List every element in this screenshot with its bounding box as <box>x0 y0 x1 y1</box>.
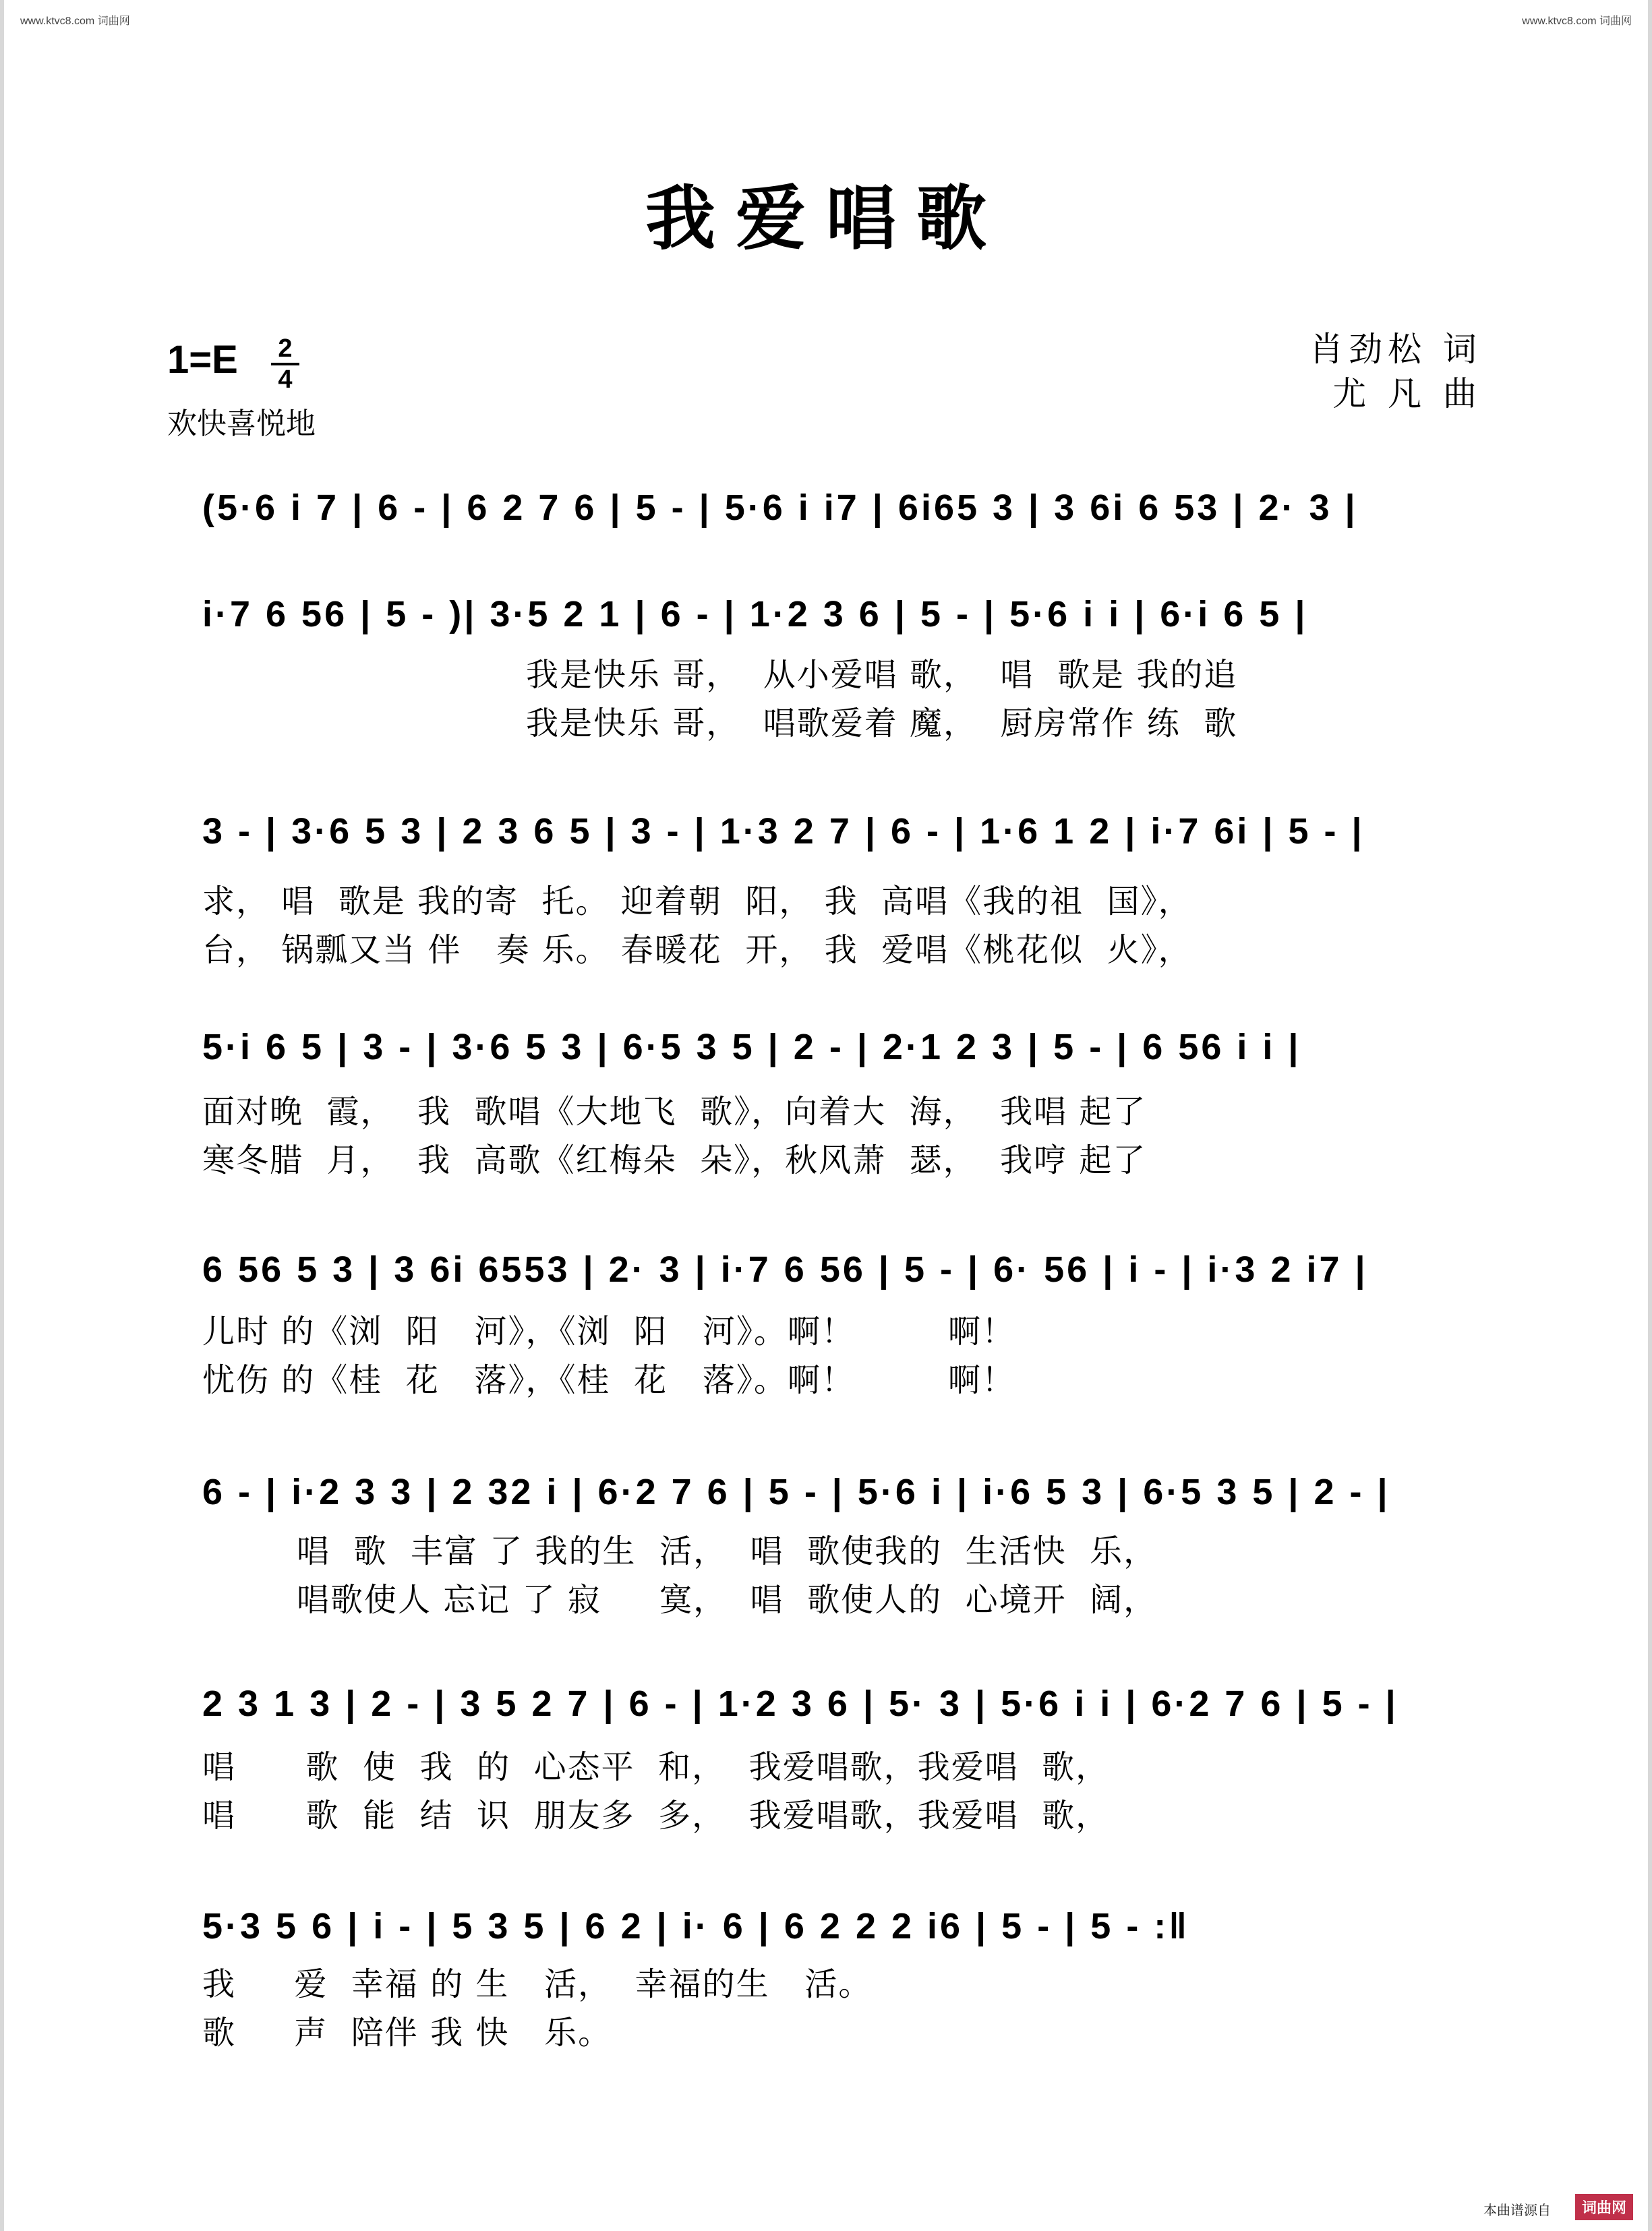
key-signature: 1=E <box>167 338 238 382</box>
lyric-row-5-verse-1: 儿时 的《浏 阳 河》，《浏 阳 河》。啊！ 啊！ <box>202 1313 1015 1350</box>
notation-row-1: (5·6 i 7 | 6 - | 6 2 7 6 | 5 - | 5·6 i i7 | 6i65 3 | 3 6i 6 53 | 2· 3 | <box>202 487 1358 528</box>
lyric-row-6-verse-1: 唱 歌 丰富 了 我的生 活， 唱 歌使我的 生活快 乐， <box>297 1533 1158 1570</box>
notation-row-3: 3 - | 3·6 5 3 | 2 3 6 5 | 3 - | 1·3 2 7 | 6 - | 1·6 1 2 | i·7 6i | 5 - | <box>202 811 1365 852</box>
header-tiny-left: www.ktvc8.com 词曲网 <box>20 16 130 27</box>
composer-credit: 尤 凡 曲 <box>1332 374 1482 413</box>
tempo-marking: 欢快喜悦地 <box>167 407 316 441</box>
footer-brand-logo[interactable]: 词曲网 <box>1575 2194 1633 2220</box>
lyric-row-4-verse-2: 寒冬腊 月， 我 高歌《红梅朵 朵》，秋风萧 瑟， 我哼 起了 <box>202 1141 1147 1179</box>
lyric-row-2-verse-2: 我是快乐 哥， 唱歌爱着 魔， 厨房常作 练 歌 <box>526 705 1238 742</box>
lyric-row-8-verse-2: 歌 声 陪伴 我 快 乐。 <box>202 2014 612 2052</box>
footer-source: 本曲谱源自 <box>1483 2202 1551 2218</box>
lyric-row-6-verse-2: 唱歌使人 忘记 了 寂 寞， 唱 歌使人的 心境开 阔， <box>297 1581 1158 1619</box>
right-border <box>1648 0 1652 2231</box>
lyricist-credit: 肖劲松 词 <box>1309 330 1482 369</box>
lyric-row-3-verse-1: 求， 唱 歌是 我的寄 托。 迎着朝 阳， 我 高唱《我的祖 国》， <box>202 883 1192 920</box>
lyric-row-5-verse-2: 忧伤 的《桂 花 落》，《桂 花 落》。啊！ 啊！ <box>202 1361 1015 1399</box>
lyric-row-7-verse-1: 唱 歌 使 我 的 心态平 和， 我爱唱歌，我爱唱 歌， <box>202 1748 1110 1786</box>
lyric-row-2-verse-1: 我是快乐 哥， 从小爱唱 歌， 唱 歌是 我的追 <box>526 656 1238 694</box>
notation-row-7: 2 3 1 3 | 2 - | 3 5 2 7 | 6 - | 1·2 3 6 | 5· 3 | 5·6 i i | 6·2 7 6 | 5 - | <box>202 1684 1398 1724</box>
notation-row-5: 6 56 5 3 | 3 6i 6553 | 2· 3 | i·7 6 56 | 5 - | 6· 56 | i - | i·3 2 i7 | <box>202 1249 1368 1290</box>
notation-row-8: 5·3 5 6 | i - | 5 3 5 | 6 2 | i· 6 | 6 2 2 2 i6 | 5 - | 5 - :‖ <box>202 1906 1190 1946</box>
time-sig-bottom: 4 <box>278 365 293 394</box>
notation-row-2: i·7 6 56 | 5 - )| 3·5 2 1 | 6 - | 1·2 3 6 | 5 - | 5·6 i i | 6·i 6 5 | <box>202 594 1308 634</box>
song-title: 我爱唱歌 <box>645 177 1007 260</box>
lyric-row-8-verse-1: 我 爱 幸福 的 生 活， 幸福的生 活。 <box>202 1965 873 2003</box>
left-border <box>0 0 4 2231</box>
header-tiny-right: www.ktvc8.com 词曲网 <box>1522 16 1632 27</box>
notation-row-6: 6 - | i·2 3 3 | 2 32 i | 6·2 7 6 | 5 - | 5·6 i | i·6 5 3 | 6·5 3 5 | 2 - | <box>202 1472 1390 1512</box>
time-sig-top: 2 <box>278 334 293 363</box>
lyric-row-4-verse-1: 面对晚 霞， 我 歌唱《大地飞 歌》，向着大 海， 我唱 起了 <box>202 1093 1147 1131</box>
notation-row-4: 5·i 6 5 | 3 - | 3·6 5 3 | 6·5 3 5 | 2 - | 2·1 2 3 | 5 - | 6 56 i i | <box>202 1027 1301 1067</box>
lyric-row-3-verse-2: 台， 锅瓢又当 伴 奏 乐。 春暖花 开， 我 爱唱《桃花似 火》， <box>202 931 1192 969</box>
lyric-row-7-verse-2: 唱 歌 能 结 识 朋友多 多， 我爱唱歌，我爱唱 歌， <box>202 1797 1110 1835</box>
time-signature <box>268 336 302 392</box>
